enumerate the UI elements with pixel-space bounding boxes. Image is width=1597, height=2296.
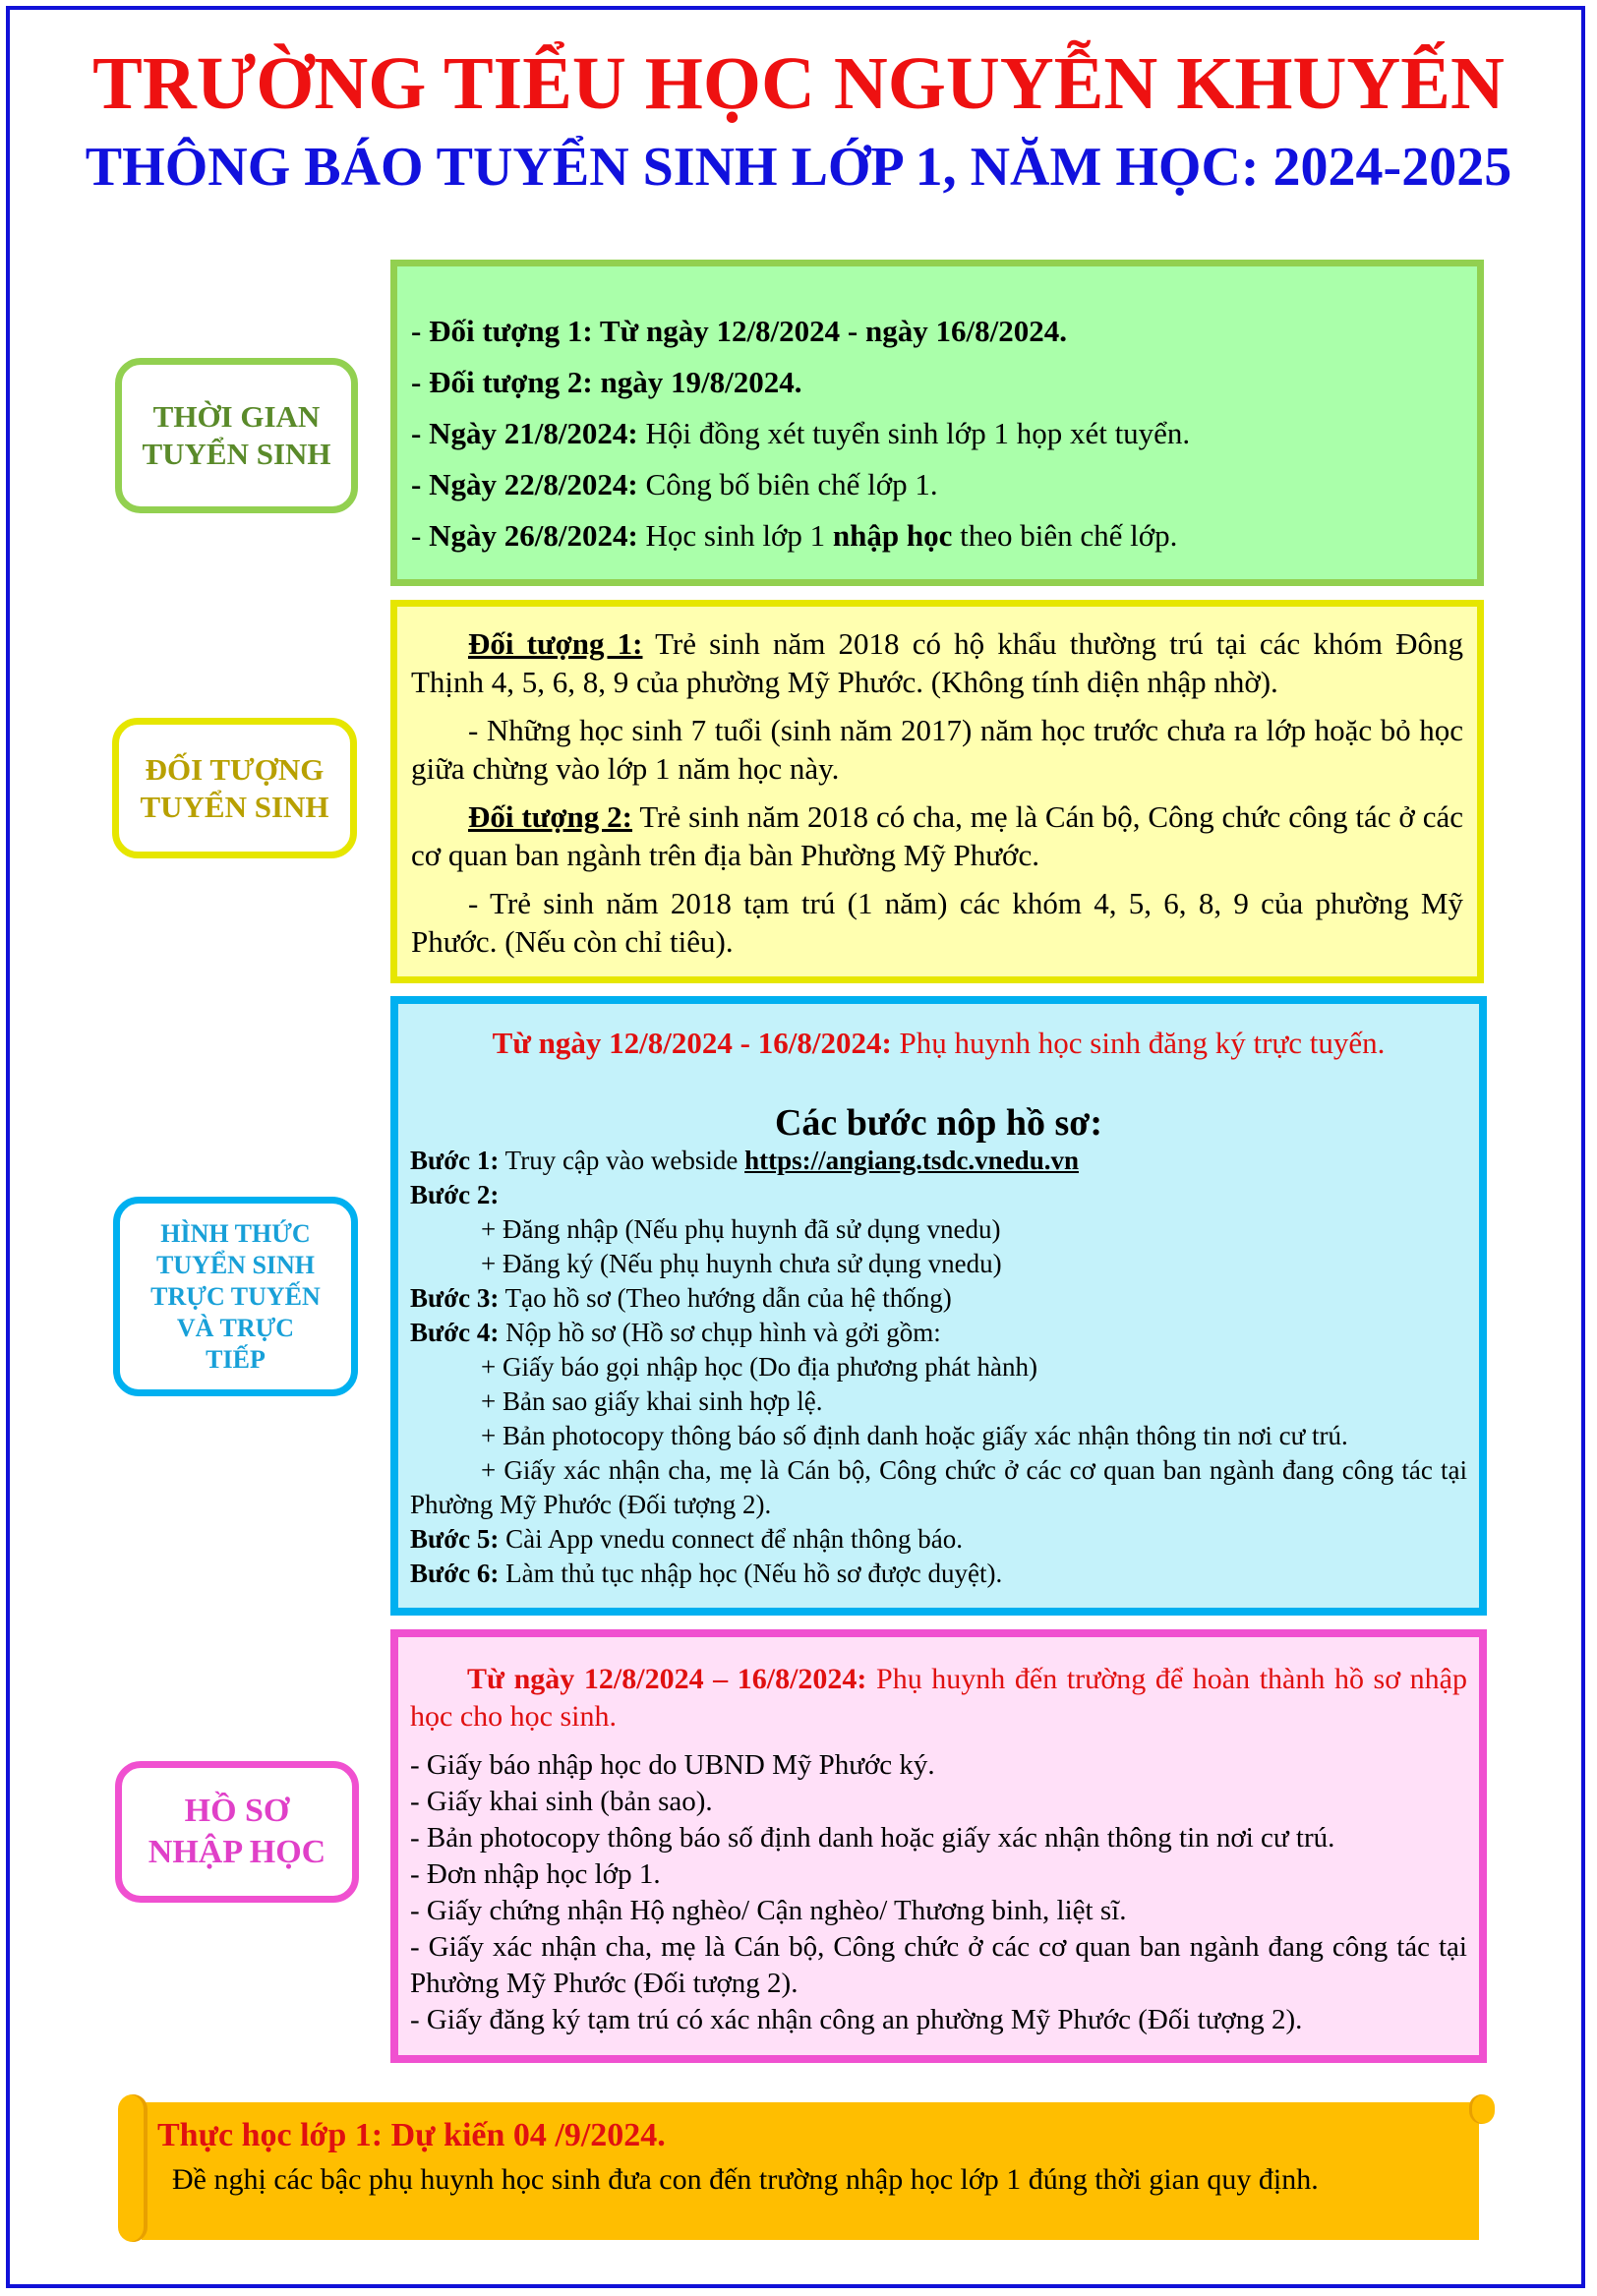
- target-label: [112, 718, 357, 858]
- step-4-item: + Giấy xác nhận cha, mẹ là Cán bộ, Công chức ở các cơ quan ban ngành đang công tác tại Phường Mỹ Phước (Đối tượng 2).: [410, 1455, 1467, 1519]
- time-label-line2: TUYỂN SINH: [142, 437, 331, 471]
- docs-item: - Giấy chứng nhận Hộ nghèo/ Cận nghèo/ Thương binh, liệt sĩ.: [410, 1895, 1127, 1926]
- docs-heading: Từ ngày 12/8/2024 – 16/8/2024: Phụ huynh đến trường để hoàn thành hồ sơ nhập học cho học sinh.: [410, 1663, 1467, 1733]
- scroll-right-curl: [1469, 2094, 1495, 2124]
- school-title: TRƯỜNG TIỂU HỌC NGUYỄN KHUYẾN: [92, 42, 1505, 125]
- docs-item: - Giấy báo nhập học do UBND Mỹ Phước ký.: [410, 1749, 935, 1781]
- target-box: [390, 600, 1484, 983]
- target-label-line2: TUYỂN SINH: [140, 789, 329, 824]
- step-3: Bước 3: Tạo hồ sơ (Theo hướng dẫn của hệ thống): [410, 1283, 952, 1313]
- time-item: - Ngày 26/8/2024: Học sinh lớp 1 nhập học theo biên chế lớp.: [411, 518, 1178, 553]
- step-2-item: + Đăng ký (Nếu phụ huynh chưa sử dụng vnedu): [481, 1249, 1002, 1278]
- step-2: Bước 2:: [410, 1180, 500, 1209]
- time-item: - Ngày 21/8/2024: Hội đồng xét tuyển sinh lớp 1 họp xét tuyển.: [411, 416, 1191, 450]
- footer-banner: [118, 2094, 1495, 2242]
- docs-label-line2: NHẬP HỌC: [148, 1834, 326, 1870]
- docs-item: - Giấy xác nhận cha, mẹ là Cán bộ, Công chức ở các cơ quan ban ngành đang công tác tại Phường Mỹ Phước (Đối tượng 2).: [410, 1931, 1467, 1999]
- docs-label-line1: HỒ SƠ: [184, 1793, 290, 1829]
- docs-box: [390, 1629, 1487, 2063]
- time-item: - Ngày 22/8/2024: Công bố biên chế lớp 1.: [411, 467, 938, 501]
- docs-item: - Đơn nhập học lớp 1.: [410, 1858, 661, 1890]
- target-para-4: - Trẻ sinh năm 2018 tạm trú (1 năm) các khóm 4, 5, 6, 8, 9 của phường Mỹ Phước. (Nếu còn chỉ tiêu).: [411, 886, 1463, 959]
- target-label-line1: ĐỐI TƯỢNG: [145, 751, 325, 787]
- online-heading: Từ ngày 12/8/2024 - 16/8/2024: Phụ huynh học sinh đăng ký trực tuyến.: [492, 1026, 1386, 1060]
- step-1: Bước 1: Truy cập vào webside https://angiang.tsdc.vnedu.vn: [410, 1146, 1079, 1175]
- time-label: [115, 358, 358, 513]
- time-box: [390, 260, 1484, 586]
- notice-title: THÔNG BÁO TUYỂN SINH LỚP 1, NĂM HỌC: 2024-2025: [85, 137, 1512, 198]
- step-4-item: + Giấy báo gọi nhập học (Do địa phương phát hành): [481, 1352, 1038, 1382]
- method-label: HÌNH THỨC TUYỂN SINH TRỰC TUYẾN VÀ TRỰC TIẾP: [113, 1197, 358, 1396]
- docs-item: - Giấy đăng ký tạm trú có xác nhận công an phường Mỹ Phước (Đối tượng 2).: [410, 2004, 1303, 2035]
- time-label-line1: THỜI GIAN: [152, 399, 321, 434]
- footer-title: Thực học lớp 1: Dự kiến 04 /9/2024.: [157, 2117, 666, 2153]
- online-box: [390, 996, 1487, 1616]
- time-item: - Đối tượng 1: Từ ngày 12/8/2024 - ngày 16/8/2024.: [411, 314, 1067, 348]
- step-4: Bước 4: Nộp hồ sơ (Hồ sơ chụp hình và gởi gồm:: [410, 1318, 941, 1347]
- footer-text: Đề nghị các bậc phụ huynh học sinh đưa con đến trường nhập học lớp 1 đúng thời gian quy định.: [172, 2163, 1319, 2196]
- step-2-item: + Đăng nhập (Nếu phụ huynh đã sử dụng vnedu): [481, 1214, 1001, 1244]
- steps-title: Các bước nôp hồ sơ:: [774, 1102, 1103, 1144]
- step-4-item: + Bản photocopy thông báo số định danh hoặc giấy xác nhận thông tin nơi cư trú.: [481, 1421, 1348, 1450]
- docs-label: [115, 1761, 359, 1903]
- step-5: Bước 5: Cài App vnedu connect để nhận thông báo.: [410, 1524, 964, 1554]
- scroll-left-curl: [118, 2094, 148, 2242]
- target-para-1: Đối tượng 1: Trẻ sinh năm 2018 có hộ khẩu thường trú tại các khóm Đông Thịnh 4, 5, 6, 8, 9 của phường Mỹ Phước. (Không tính diện nhập nhờ).: [411, 626, 1463, 699]
- time-item: - Đối tượng 2: ngày 19/8/2024.: [411, 365, 802, 399]
- docs-item: - Bản photocopy thông báo số định danh hoặc giấy xác nhận thông tin nơi cư trú.: [410, 1822, 1335, 1854]
- step-6: Bước 6: Làm thủ tục nhập học (Nếu hồ sơ được duyệt).: [410, 1559, 1003, 1588]
- target-para-2: - Những học sinh 7 tuổi (sinh năm 2017) năm học trước chưa ra lớp hoặc bỏ học giữa chừng vào lớp 1 năm học này.: [411, 713, 1463, 786]
- registration-link[interactable]: https://angiang.tsdc.vnedu.vn: [744, 1146, 1079, 1175]
- target-para-3: Đối tượng 2: Trẻ sinh năm 2018 có cha, mẹ là Cán bộ, Công chức công tác ở các cơ quan ban ngành trên địa bàn Phường Mỹ Phước.: [411, 799, 1464, 872]
- step-4-item: + Bản sao giấy khai sinh hợp lệ.: [481, 1386, 823, 1416]
- docs-item: - Giấy khai sinh (bản sao).: [410, 1786, 713, 1817]
